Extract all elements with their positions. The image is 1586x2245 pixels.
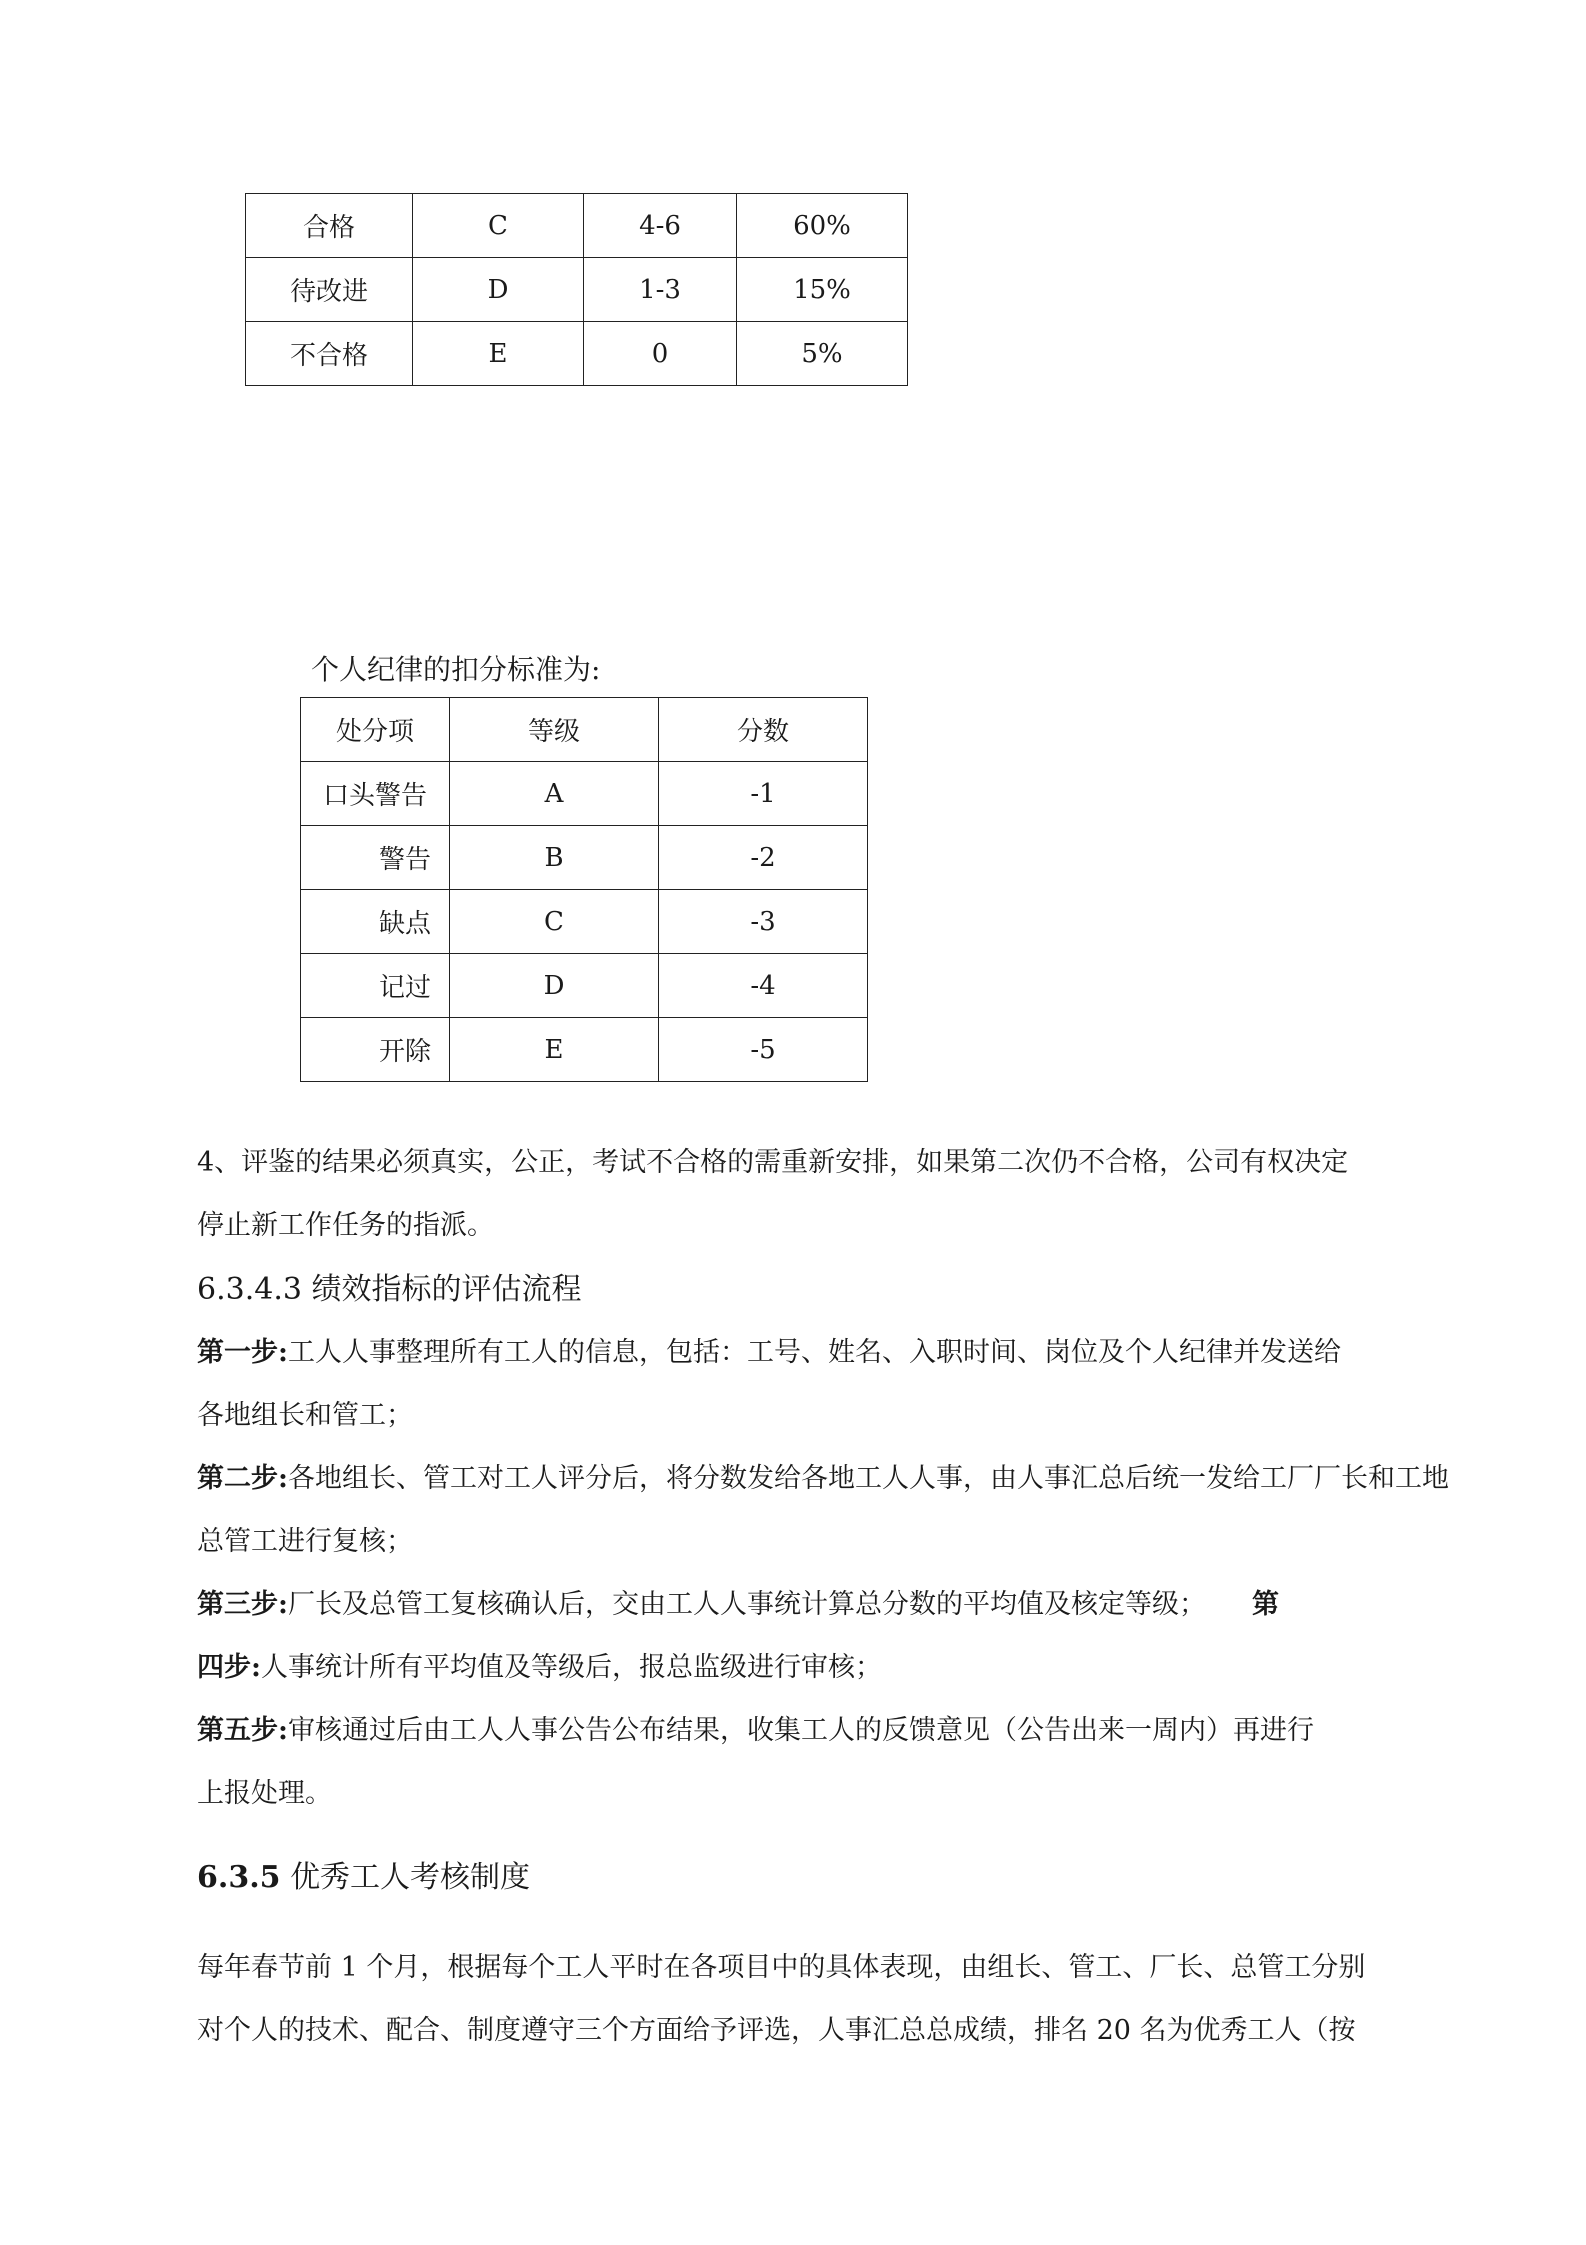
table-cell: 合格	[246, 194, 413, 258]
section-635-line2: 对个人的技术、配合、制度遵守三个方面给予评选，人事汇总总成绩，排名 20 名为优秀工人（按	[197, 2015, 1356, 2046]
table-row	[301, 826, 868, 890]
discipline-title: 个人纪律的扣分标准为:	[311, 653, 601, 686]
step5-line2: 上报处理。	[197, 1778, 332, 1809]
step1-line2: 各地组长和管工；	[197, 1400, 413, 1431]
step5-label: 第五步:	[197, 1715, 288, 1746]
table-row	[301, 1018, 868, 1082]
table-cell: 口头警告	[301, 762, 450, 826]
table-cell: C	[413, 194, 584, 258]
table-header-row	[301, 698, 868, 762]
table-cell: -5	[659, 1018, 868, 1082]
header-cell: 等级	[450, 698, 659, 762]
table-cell: -4	[659, 954, 868, 1018]
step4-text: 人事统计所有平均值及等级后，报总监级进行审核；	[260, 1652, 882, 1683]
table-cell: 记过	[301, 954, 450, 1018]
table-cell: 开除	[301, 1018, 450, 1082]
step4-label-a: 第	[1252, 1589, 1279, 1620]
step2-line1	[197, 1456, 1449, 1495]
step1-label: 第一步:	[197, 1337, 288, 1368]
table-cell: 不合格	[246, 322, 413, 386]
table-cell: 待改进	[246, 258, 413, 322]
step1-text: 工人人事整理所有工人的信息，包括：工号、姓名、入职时间、岗位及个人纪律并发送给	[287, 1337, 1341, 1368]
step4-line	[197, 1645, 882, 1684]
section-635-line1: 每年春节前 1 个月，根据每个工人平时在各项目中的具体表现，由组长、管工、厂长、总管工分别	[197, 1952, 1366, 1983]
section-635-heading	[197, 1852, 530, 1896]
table-cell: 0	[584, 322, 737, 386]
table-cell: 1-3	[584, 258, 737, 322]
table-cell: D	[413, 258, 584, 322]
step4-label: 四步:	[197, 1652, 261, 1683]
step3-line	[197, 1582, 1206, 1621]
discipline-table	[300, 697, 868, 1082]
grade-table	[245, 193, 908, 386]
step2-text: 各地组长、管工对工人评分后，将分数发给各地工人人事，由人事汇总后统一发给工厂厂长和工地	[287, 1463, 1449, 1494]
section-635-number: 6.3.5	[197, 1860, 281, 1895]
section-6343-heading: 6.3.4.3 绩效指标的评估流程	[197, 1272, 582, 1307]
table-row	[246, 322, 908, 386]
table-cell: 缺点	[301, 890, 450, 954]
table-cell: 60%	[737, 194, 908, 258]
table-row	[246, 194, 908, 258]
table-cell: 15%	[737, 258, 908, 322]
step1-line1	[197, 1330, 1341, 1369]
item4-line1: 4、评鉴的结果必须真实，公正，考试不合格的需重新安排，如果第二次仍不合格，公司有权决定	[197, 1147, 1349, 1178]
table-cell: -2	[659, 826, 868, 890]
table-row	[301, 762, 868, 826]
section-635-title: 优秀工人考核制度	[290, 1860, 531, 1895]
header-cell: 分数	[659, 698, 868, 762]
item4-line2: 停止新工作任务的指派。	[197, 1210, 494, 1241]
table-cell: 4-6	[584, 194, 737, 258]
table-cell: 5%	[737, 322, 908, 386]
table-row	[246, 258, 908, 322]
step2-line2: 总管工进行复核；	[197, 1526, 413, 1557]
step3-label: 第三步:	[197, 1589, 288, 1620]
table-cell: D	[450, 954, 659, 1018]
table-row	[301, 890, 868, 954]
table-cell: A	[450, 762, 659, 826]
step2-label: 第二步:	[197, 1463, 288, 1494]
table-cell: B	[450, 826, 659, 890]
table-cell: -1	[659, 762, 868, 826]
header-cell: 处分项	[301, 698, 450, 762]
table-cell: -3	[659, 890, 868, 954]
table-cell: 警告	[301, 826, 450, 890]
step3-text: 厂长及总管工复核确认后，交由工人人事统计算总分数的平均值及核定等级；	[287, 1589, 1206, 1620]
step5-text: 审核通过后由工人人事公告公布结果，收集工人的反馈意见（公告出来一周内）再进行	[287, 1715, 1314, 1746]
table-cell: E	[450, 1018, 659, 1082]
table-cell: E	[413, 322, 584, 386]
table-cell: C	[450, 890, 659, 954]
step5-line1	[197, 1708, 1314, 1747]
table-row	[301, 954, 868, 1018]
